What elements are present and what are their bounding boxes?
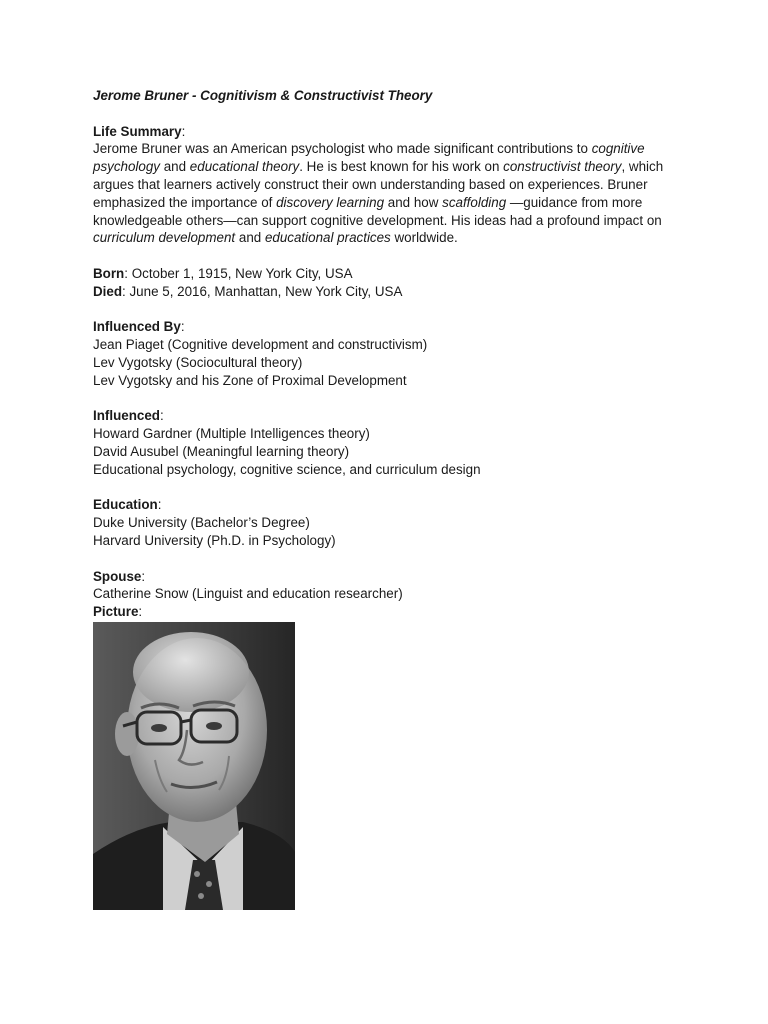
- influenced-label: Influenced: [93, 408, 160, 424]
- italic-term: curriculum development: [93, 230, 236, 246]
- text-segment: Jerome Bruner was an American psychologist who made significant contributions to: [93, 141, 592, 157]
- list-item: Duke University (Bachelor’s Degree): [93, 515, 310, 531]
- document-title: Jerome Bruner - Cognitivism & Constructivist Theory: [93, 88, 433, 103]
- picture-label: Picture: [93, 604, 139, 620]
- italic-term: educational practices: [264, 230, 391, 246]
- list-item: Howard Gardner (Multiple Intelligences theory): [93, 426, 370, 442]
- dates-section: [93, 265, 693, 301]
- list-item: Lev Vygotsky (Sociocultural theory): [93, 354, 303, 370]
- list-item: Educational psychology, cognitive science, and curriculum design: [93, 461, 481, 477]
- spouse-value: Catherine Snow (Linguist and education researcher): [93, 586, 403, 602]
- spouse-label: Spouse: [93, 568, 142, 584]
- list-item: Lev Vygotsky and his Zone of Proximal Development: [93, 372, 407, 388]
- born-label: Born: [93, 265, 125, 281]
- born-line: Born: October 1, 1915, New York City, USA: [93, 265, 353, 281]
- died-line: Died: June 5, 2016, Manhattan, New York City, USA: [93, 283, 403, 299]
- text-segment: and: [160, 159, 190, 175]
- spouse-section: Spouse: Catherine Snow (Linguist and education researcher) Picture:: [93, 568, 693, 621]
- text-segment: , which argues that learners actively construct their own understanding based on experiences. Bruner emphasized the importance of: [93, 159, 664, 210]
- text-segment: and: [235, 230, 265, 246]
- list-item: Jean Piaget (Cognitive development and constructivism): [93, 337, 428, 353]
- influenced-by-section: Influenced By: Jean Piaget (Cognitive development and constructivism) Lev Vygotsky (Sociocultural theory) Lev Vygotsky and his Zone of Proximal Development: [93, 318, 693, 389]
- died-label: Died: [93, 283, 123, 299]
- life-summary-section: Life Summary: Jerome Bruner was an American psychologist who made significant contributions to cognitive psychology and educational theory. He is best known for his work on constructivist theory, which argues that learners actively construct their own understanding based on experiences. Bruner emphasized the importance of discovery learning and how scaffolding —guidance from more knowledgeable others—can support cognitive development. His ideas had a profound impact on curriculum development and educational practices worldwide.: [93, 123, 693, 248]
- life-summary-label: Life Summary: [93, 123, 182, 139]
- born-value: October 1, 1915, New York City, USA: [131, 265, 353, 281]
- died-value: June 5, 2016, Manhattan, New York City, USA: [129, 283, 403, 299]
- list-item: David Ausubel (Meaningful learning theory): [93, 443, 350, 459]
- document-page: [93, 87, 693, 910]
- italic-term: cognitive psychology: [93, 141, 645, 175]
- education-section: Education: Duke University (Bachelor’s Degree) Harvard University (Ph.D. in Psychology): [93, 496, 693, 549]
- list-item: Harvard University (Ph.D. in Psychology): [93, 532, 336, 548]
- italic-term: constructivist theory: [503, 159, 622, 175]
- influenced-section: Influenced: Howard Gardner (Multiple Intelligences theory) David Ausubel (Meaningful learning theory) Educational psychology, cognitive science, and curriculum design: [93, 407, 693, 478]
- italic-term: scaffolding: [442, 194, 507, 210]
- text-segment: and how: [384, 194, 443, 210]
- life-summary-text: [93, 140, 693, 247]
- italic-term: educational theory: [189, 159, 300, 175]
- text-segment: worldwide.: [390, 230, 458, 246]
- italic-term: discovery learning: [276, 194, 385, 210]
- portrait-photo: [93, 622, 295, 910]
- education-label: Education: [93, 497, 158, 513]
- influenced-by-label: Influenced By: [93, 319, 181, 335]
- text-segment: —guidance from more knowledgeable others—can support cognitive development. His ideas had a profound impact on: [93, 194, 662, 228]
- text-segment: . He is best known for his work on: [299, 159, 504, 175]
